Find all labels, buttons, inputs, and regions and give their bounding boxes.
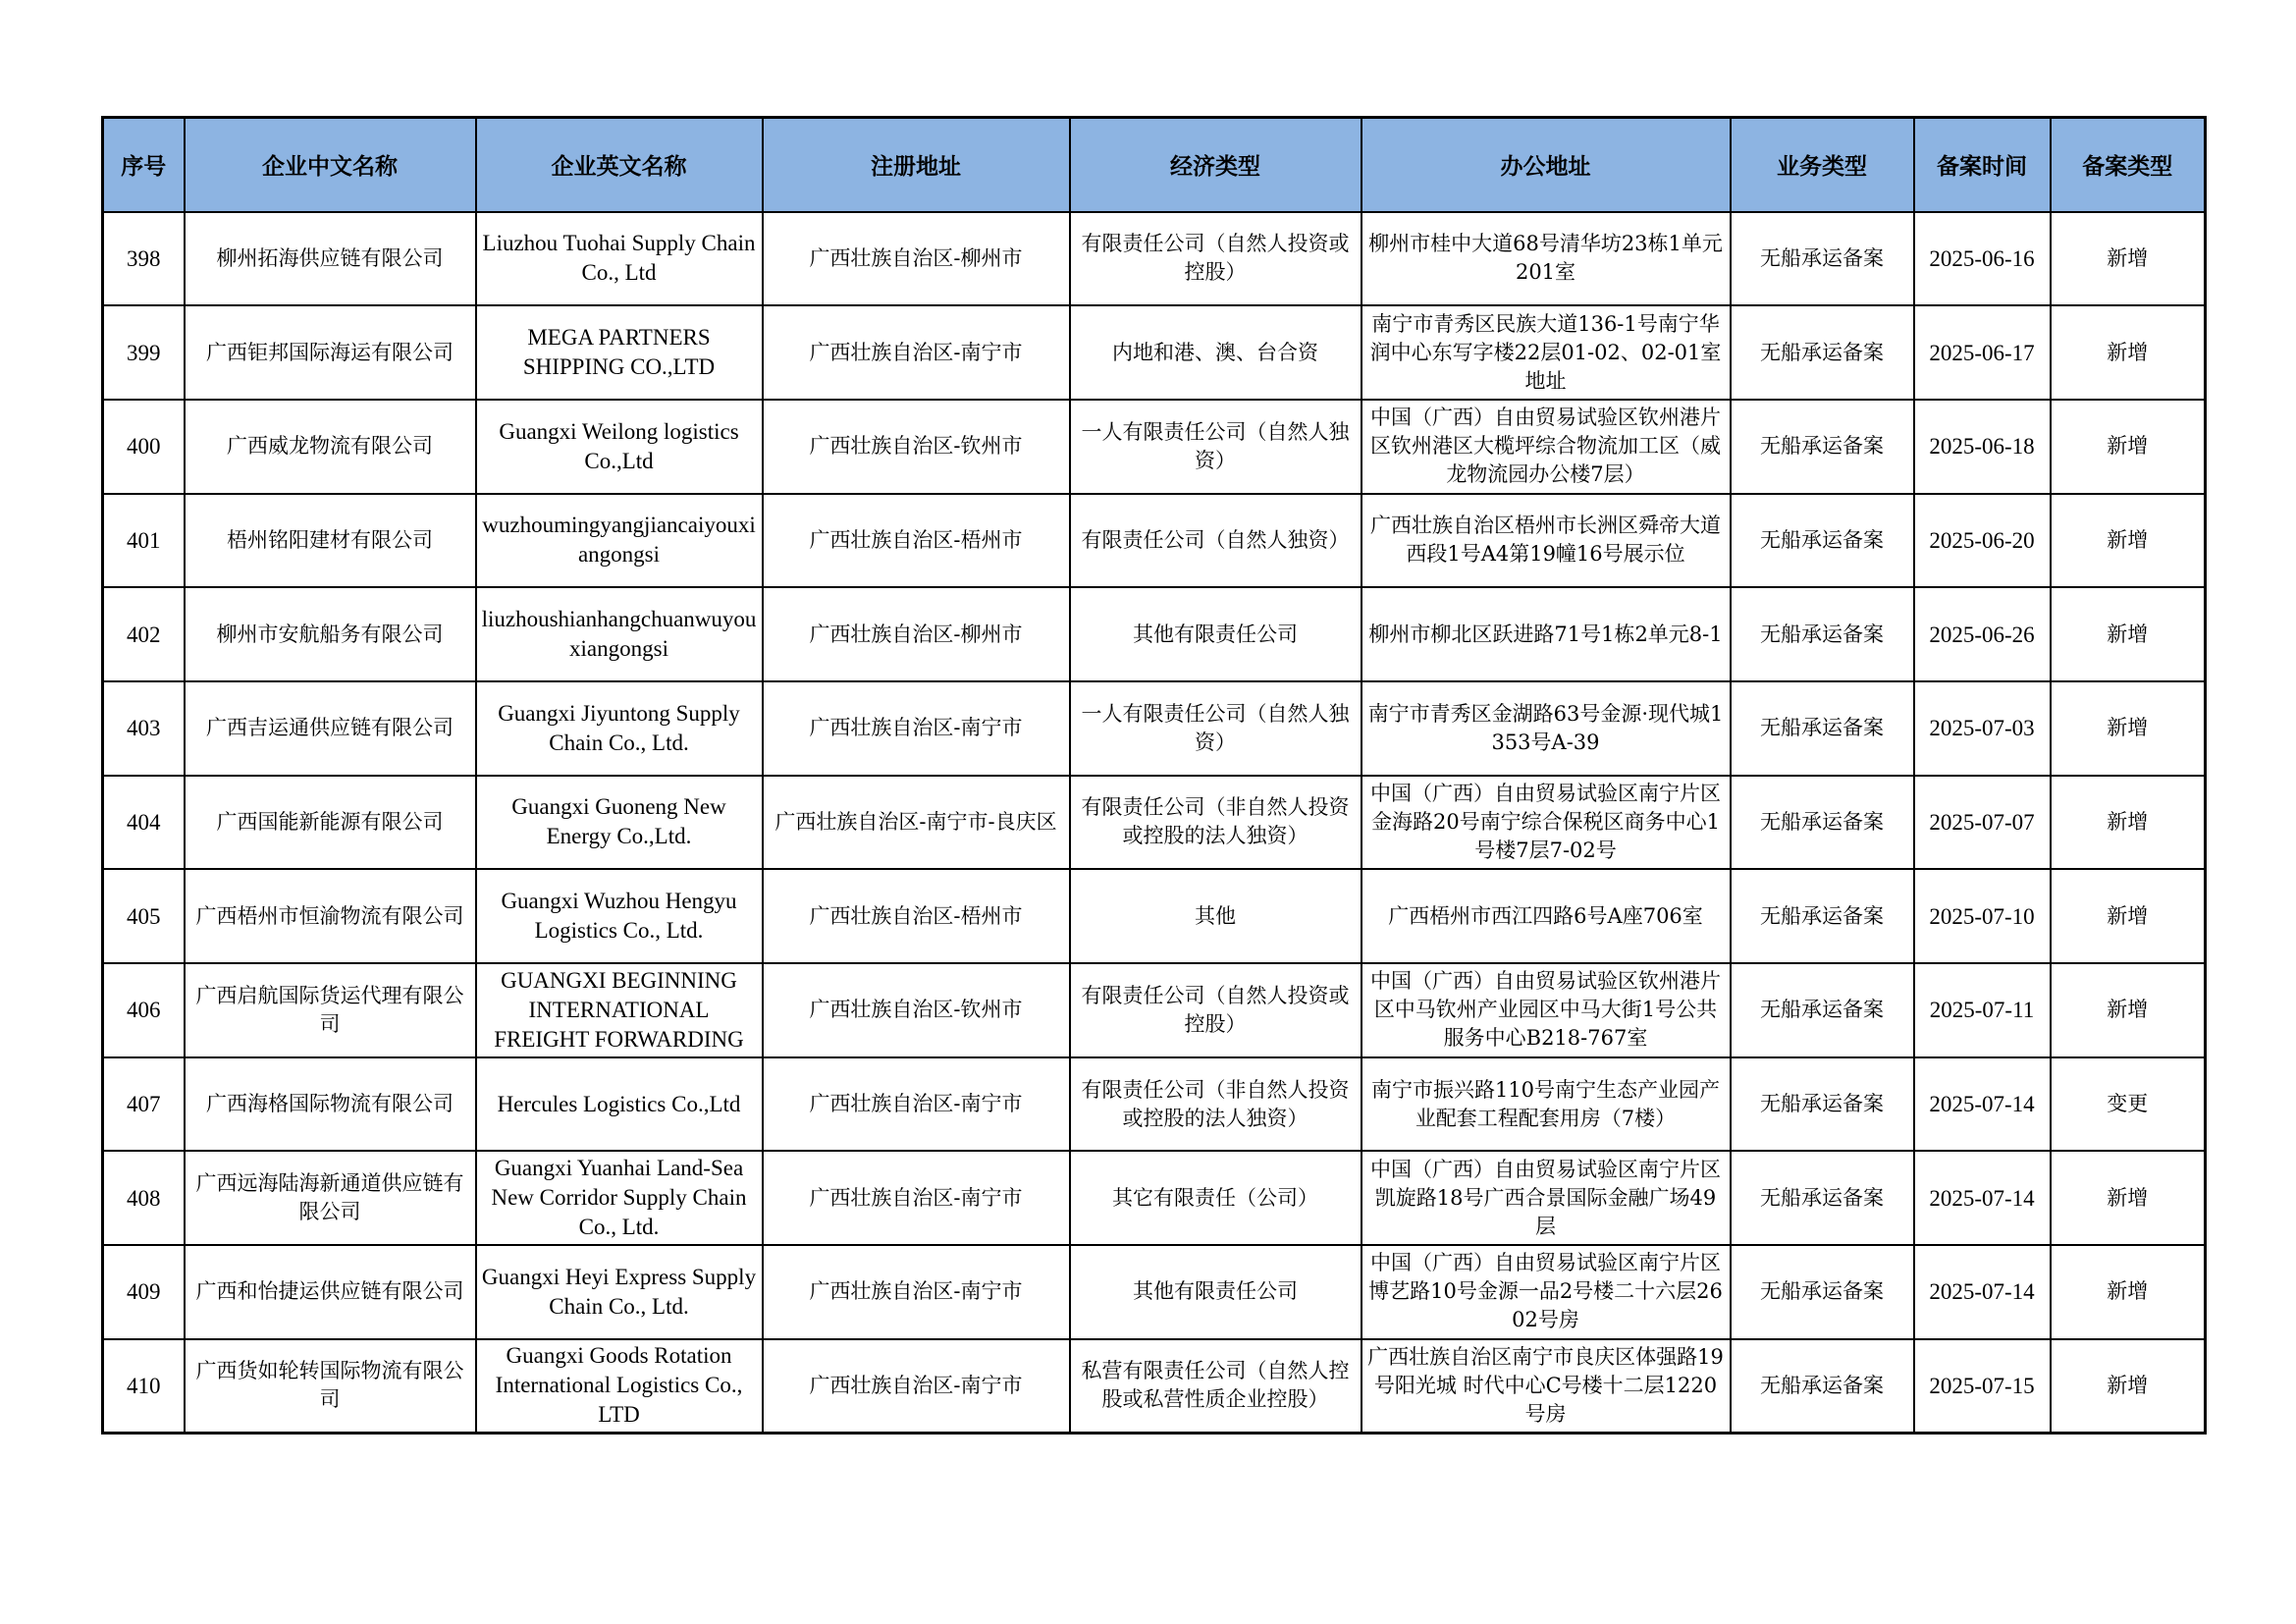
cell-company-name-en: GUANGXI BEGINNING INTERNATIONAL FREIGHT FORWARDING <box>476 963 763 1057</box>
table-row <box>103 1151 2206 1245</box>
cell-business-type: 无船承运备案 <box>1731 400 1914 494</box>
cell-serial-number: 410 <box>103 1339 185 1434</box>
cell-company-name-cn: 广西国能新能源有限公司 <box>185 776 476 870</box>
cell-economic-type: 内地和港、澳、台合资 <box>1070 305 1362 400</box>
cell-office-address: 广西壮族自治区南宁市良庆区体强路19号阳光城 时代中心C号楼十二层1220号房 <box>1362 1339 1731 1434</box>
cell-company-name-cn: 广西吉运通供应链有限公司 <box>185 681 476 776</box>
cell-company-name-cn: 广西威龙物流有限公司 <box>185 400 476 494</box>
cell-filing-type: 新增 <box>2051 1245 2206 1339</box>
cell-filing-type: 新增 <box>2051 587 2206 681</box>
cell-economic-type: 其它有限责任（公司） <box>1070 1151 1362 1245</box>
enterprise-registry-table <box>101 116 2207 1435</box>
cell-filing-type: 新增 <box>2051 212 2206 306</box>
cell-office-address: 中国（广西）自由贸易试验区南宁片区凯旋路18号广西合景国际金融广场49层 <box>1362 1151 1731 1245</box>
cell-filing-type: 变更 <box>2051 1057 2206 1152</box>
cell-serial-number: 400 <box>103 400 185 494</box>
table-row <box>103 681 2206 776</box>
cell-registered-address: 广西壮族自治区-柳州市 <box>763 587 1070 681</box>
cell-company-name-en: Guangxi Goods Rotation International Logistics Co., LTD <box>476 1339 763 1434</box>
cell-registered-address: 广西壮族自治区-梧州市 <box>763 494 1070 588</box>
table-row <box>103 305 2206 400</box>
cell-business-type: 无船承运备案 <box>1731 587 1914 681</box>
cell-registered-address: 广西壮族自治区-南宁市 <box>763 1245 1070 1339</box>
cell-company-name-en: Guangxi Yuanhai Land-Sea New Corridor Supply Chain Co., Ltd. <box>476 1151 763 1245</box>
table-row <box>103 963 2206 1057</box>
cell-company-name-en: Guangxi Guoneng New Energy Co.,Ltd. <box>476 776 763 870</box>
cell-business-type: 无船承运备案 <box>1731 212 1914 306</box>
cell-company-name-cn: 广西和怡捷运供应链有限公司 <box>185 1245 476 1339</box>
table-header <box>103 118 2206 212</box>
cell-serial-number: 408 <box>103 1151 185 1245</box>
cell-company-name-cn: 广西海格国际物流有限公司 <box>185 1057 476 1152</box>
cell-registered-address: 广西壮族自治区-南宁市 <box>763 1151 1070 1245</box>
cell-registered-address: 广西壮族自治区-南宁市 <box>763 305 1070 400</box>
cell-filing-type: 新增 <box>2051 1151 2206 1245</box>
cell-economic-type: 有限责任公司（自然人独资） <box>1070 494 1362 588</box>
table-body <box>103 212 2206 1434</box>
cell-filing-date: 2025-06-26 <box>1914 587 2051 681</box>
cell-business-type: 无船承运备案 <box>1731 963 1914 1057</box>
cell-company-name-en: Guangxi Wuzhou Hengyu Logistics Co., Ltd. <box>476 869 763 963</box>
cell-serial-number: 404 <box>103 776 185 870</box>
cell-office-address: 中国（广西）自由贸易试验区南宁片区博艺路10号金源一品2号楼二十六层2602号房 <box>1362 1245 1731 1339</box>
header-row <box>103 118 2206 212</box>
table-row <box>103 1339 2206 1434</box>
cell-economic-type: 有限责任公司（自然人投资或控股） <box>1070 963 1362 1057</box>
cell-filing-date: 2025-07-03 <box>1914 681 2051 776</box>
header-company-name-cn: 企业中文名称 <box>185 118 476 212</box>
cell-office-address: 柳州市桂中大道68号清华坊23栋1单元201室 <box>1362 212 1731 306</box>
cell-filing-date: 2025-07-10 <box>1914 869 2051 963</box>
cell-filing-date: 2025-07-11 <box>1914 963 2051 1057</box>
cell-filing-date: 2025-07-07 <box>1914 776 2051 870</box>
cell-company-name-cn: 柳州市安航船务有限公司 <box>185 587 476 681</box>
cell-economic-type: 私营有限责任公司（自然人控股或私营性质企业控股） <box>1070 1339 1362 1434</box>
cell-business-type: 无船承运备案 <box>1731 1151 1914 1245</box>
cell-filing-date: 2025-07-14 <box>1914 1057 2051 1152</box>
cell-company-name-en: Hercules Logistics Co.,Ltd <box>476 1057 763 1152</box>
header-company-name-en: 企业英文名称 <box>476 118 763 212</box>
cell-office-address: 广西梧州市西江四路6号A座706室 <box>1362 869 1731 963</box>
cell-registered-address: 广西壮族自治区-南宁市 <box>763 681 1070 776</box>
table-row <box>103 587 2206 681</box>
cell-economic-type: 一人有限责任公司（自然人独资） <box>1070 400 1362 494</box>
cell-serial-number: 401 <box>103 494 185 588</box>
header-economic-type: 经济类型 <box>1070 118 1362 212</box>
cell-company-name-cn: 广西启航国际货运代理有限公司 <box>185 963 476 1057</box>
cell-economic-type: 其他 <box>1070 869 1362 963</box>
header-serial-number: 序号 <box>103 118 185 212</box>
table-row <box>103 1245 2206 1339</box>
cell-business-type: 无船承运备案 <box>1731 1057 1914 1152</box>
cell-business-type: 无船承运备案 <box>1731 1339 1914 1434</box>
cell-serial-number: 409 <box>103 1245 185 1339</box>
cell-registered-address: 广西壮族自治区-梧州市 <box>763 869 1070 963</box>
cell-filing-type: 新增 <box>2051 1339 2206 1434</box>
cell-economic-type: 其他有限责任公司 <box>1070 587 1362 681</box>
table-row <box>103 1057 2206 1152</box>
cell-filing-date: 2025-07-14 <box>1914 1151 2051 1245</box>
cell-filing-date: 2025-07-14 <box>1914 1245 2051 1339</box>
table-row <box>103 400 2206 494</box>
cell-business-type: 无船承运备案 <box>1731 681 1914 776</box>
cell-registered-address: 广西壮族自治区-南宁市 <box>763 1057 1070 1152</box>
cell-economic-type: 其他有限责任公司 <box>1070 1245 1362 1339</box>
cell-economic-type: 一人有限责任公司（自然人独资） <box>1070 681 1362 776</box>
cell-registered-address: 广西壮族自治区-钦州市 <box>763 400 1070 494</box>
cell-business-type: 无船承运备案 <box>1731 776 1914 870</box>
cell-office-address: 南宁市振兴路110号南宁生态产业园产业配套工程配套用房（7楼） <box>1362 1057 1731 1152</box>
cell-business-type: 无船承运备案 <box>1731 305 1914 400</box>
table-row <box>103 776 2206 870</box>
cell-registered-address: 广西壮族自治区-南宁市-良庆区 <box>763 776 1070 870</box>
table-row <box>103 494 2206 588</box>
header-business-type: 业务类型 <box>1731 118 1914 212</box>
cell-serial-number: 398 <box>103 212 185 306</box>
header-filing-date: 备案时间 <box>1914 118 2051 212</box>
cell-company-name-cn: 广西梧州市恒渝物流有限公司 <box>185 869 476 963</box>
cell-company-name-en: liuzhoushianhangchuanwuyouxiangongsi <box>476 587 763 681</box>
cell-filing-date: 2025-06-18 <box>1914 400 2051 494</box>
header-office-address: 办公地址 <box>1362 118 1731 212</box>
cell-filing-type: 新增 <box>2051 681 2206 776</box>
cell-filing-type: 新增 <box>2051 963 2206 1057</box>
cell-company-name-en: MEGA PARTNERS SHIPPING CO.,LTD <box>476 305 763 400</box>
cell-company-name-cn: 梧州铭阳建材有限公司 <box>185 494 476 588</box>
cell-company-name-en: Guangxi Jiyuntong Supply Chain Co., Ltd. <box>476 681 763 776</box>
cell-company-name-en: wuzhoumingyangjiancaiyouxiangongsi <box>476 494 763 588</box>
cell-business-type: 无船承运备案 <box>1731 494 1914 588</box>
cell-company-name-cn: 广西远海陆海新通道供应链有限公司 <box>185 1151 476 1245</box>
table-row <box>103 869 2206 963</box>
cell-company-name-en: Liuzhou Tuohai Supply Chain Co., Ltd <box>476 212 763 306</box>
cell-office-address: 中国（广西）自由贸易试验区南宁片区金海路20号南宁综合保税区商务中心1号楼7层7-02号 <box>1362 776 1731 870</box>
cell-serial-number: 405 <box>103 869 185 963</box>
cell-economic-type: 有限责任公司（非自然人投资或控股的法人独资） <box>1070 1057 1362 1152</box>
cell-office-address: 中国（广西）自由贸易试验区钦州港片区钦州港区大榄坪综合物流加工区（威龙物流园办公楼7层） <box>1362 400 1731 494</box>
cell-serial-number: 403 <box>103 681 185 776</box>
header-filing-type: 备案类型 <box>2051 118 2206 212</box>
cell-filing-type: 新增 <box>2051 494 2206 588</box>
cell-office-address: 广西壮族自治区梧州市长洲区舜帝大道西段1号A4第19幢16号展示位 <box>1362 494 1731 588</box>
cell-registered-address: 广西壮族自治区-柳州市 <box>763 212 1070 306</box>
cell-filing-date: 2025-07-15 <box>1914 1339 2051 1434</box>
cell-filing-type: 新增 <box>2051 400 2206 494</box>
cell-company-name-cn: 广西货如轮转国际物流有限公司 <box>185 1339 476 1434</box>
cell-office-address: 南宁市青秀区民族大道136-1号南宁华润中心东写字楼22层01-02、02-01室地址 <box>1362 305 1731 400</box>
cell-filing-date: 2025-06-17 <box>1914 305 2051 400</box>
cell-serial-number: 399 <box>103 305 185 400</box>
cell-economic-type: 有限责任公司（自然人投资或控股） <box>1070 212 1362 306</box>
cell-serial-number: 406 <box>103 963 185 1057</box>
cell-company-name-en: Guangxi Weilong logistics Co.,Ltd <box>476 400 763 494</box>
cell-office-address: 南宁市青秀区金湖路63号金源·现代城1353号A-39 <box>1362 681 1731 776</box>
cell-business-type: 无船承运备案 <box>1731 1245 1914 1339</box>
cell-filing-date: 2025-06-16 <box>1914 212 2051 306</box>
cell-serial-number: 402 <box>103 587 185 681</box>
cell-company-name-cn: 柳州拓海供应链有限公司 <box>185 212 476 306</box>
cell-registered-address: 广西壮族自治区-南宁市 <box>763 1339 1070 1434</box>
header-registered-address: 注册地址 <box>763 118 1070 212</box>
cell-filing-type: 新增 <box>2051 776 2206 870</box>
cell-business-type: 无船承运备案 <box>1731 869 1914 963</box>
cell-serial-number: 407 <box>103 1057 185 1152</box>
table-row <box>103 212 2206 306</box>
cell-company-name-en: Guangxi Heyi Express Supply Chain Co., Ltd. <box>476 1245 763 1339</box>
cell-economic-type: 有限责任公司（非自然人投资或控股的法人独资） <box>1070 776 1362 870</box>
cell-office-address: 柳州市柳北区跃进路71号1栋2单元8-1 <box>1362 587 1731 681</box>
cell-office-address: 中国（广西）自由贸易试验区钦州港片区中马钦州产业园区中马大街1号公共服务中心B218-767室 <box>1362 963 1731 1057</box>
cell-company-name-cn: 广西钜邦国际海运有限公司 <box>185 305 476 400</box>
cell-registered-address: 广西壮族自治区-钦州市 <box>763 963 1070 1057</box>
cell-filing-date: 2025-06-20 <box>1914 494 2051 588</box>
cell-filing-type: 新增 <box>2051 305 2206 400</box>
cell-filing-type: 新增 <box>2051 869 2206 963</box>
